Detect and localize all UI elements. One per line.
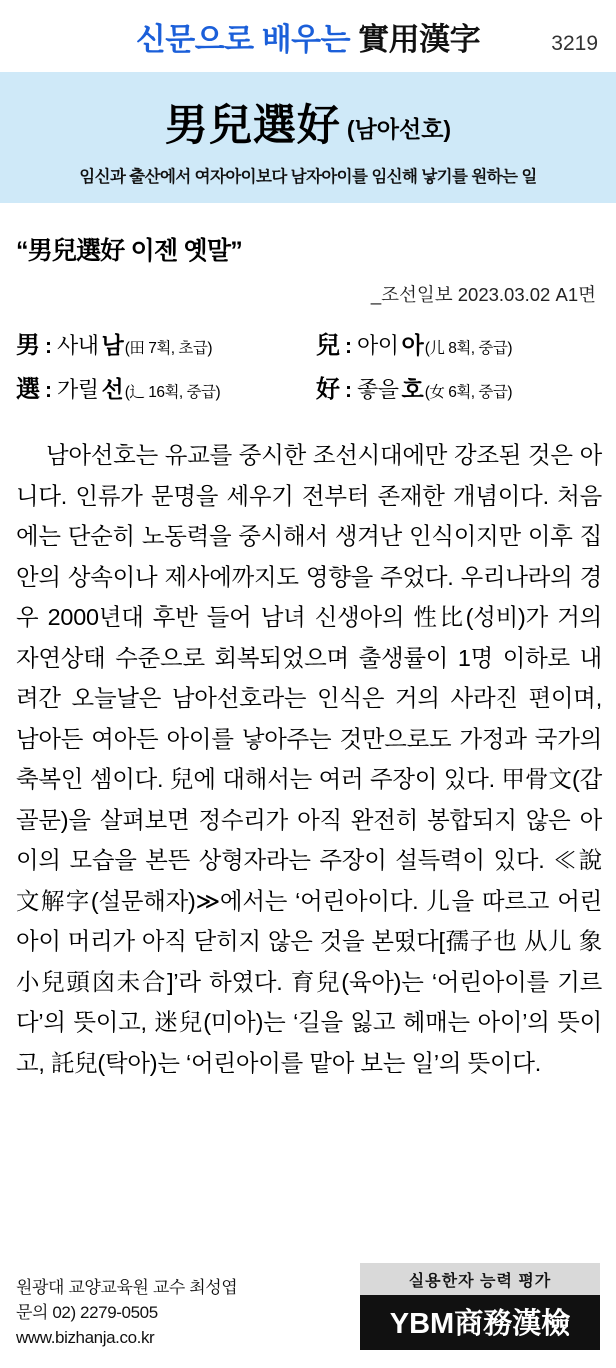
article-quote-block xyxy=(0,203,616,307)
footer-website[interactable]: www.bizhanja.co.kr xyxy=(16,1328,155,1347)
character-hanja: 好 xyxy=(316,376,340,403)
character-hanja: 兒 xyxy=(316,332,340,359)
logo-tagline: 실용한자 능력 평가 xyxy=(360,1263,600,1295)
character-sound: 호 xyxy=(401,376,424,402)
character-note: (女 6획, 중급) xyxy=(424,384,513,401)
headword-line xyxy=(0,92,616,153)
character-entry-nam xyxy=(16,325,316,360)
page-title-accent: 實用漢字 xyxy=(358,21,481,57)
headword-banner xyxy=(0,72,616,203)
ybm-logo xyxy=(360,1263,600,1350)
character-entry-seon xyxy=(16,369,316,404)
article-quote: “男兒選好 이젠 옛말” xyxy=(16,237,242,265)
character-entry-a xyxy=(316,325,512,360)
page-title xyxy=(136,14,480,59)
character-sound: 아 xyxy=(401,332,424,358)
footer-contact-block xyxy=(16,1275,237,1350)
headword-reading: (남아선호) xyxy=(346,116,452,142)
headword-hanja: 男兒選好 xyxy=(164,102,341,150)
logo-wordmark: YBM商務漢檢 xyxy=(360,1295,600,1350)
article-body-text: 남아선호는 유교를 중시한 조선시대에만 강조된 것은 아니다. 인류가 문명을 세우기 전부터 존재한 개념이다. 처음에는 단순히 노동력을 중시해서 생겨난 인식이지만 이후 집안의 상속이나 제사에까지도 영향을 주었다. 우리나라의 경우 2000년대 후반 들어 남녀 신생아의 性比(성비)가 거의 자연상태 수준으로 회복되었으며 출생률이 1명 이하로 내려간 오늘날은 남아선호라는 인식은 거의 사라진 편이며, 남아든 여아든 아이를 낳아주는 것만으로도 가정과 국가의 축복인 셈이다. 兒에 대해서는 여러 주장이 있다. 甲骨文(갑골문)을 살펴보면 정수리가 아직 완전히 봉합되지 않은 아이의 모습을 본뜬 상형자라는 주장이 설득력이 있다. ≪說文解字(설문해자)≫에서는 ‘어린아이다. 儿을 따르고 어린아이 머리가 아직 닫히지 않은 것을 본떴다[孺子也 从儿 象小兒頭囟未合]’라 하였다. 育兒(육아)는 ‘어린아이를 기르다’의 뜻이고, 迷兒(미아)는 ‘길을 잃고 헤매는 아이’의 뜻이고, 託兒(탁아)는 ‘어린아이를 맡아 보는 일’의 뜻이다. xyxy=(16,442,602,1076)
character-separator: : xyxy=(345,335,352,358)
page-title-lead: 신문으로 배우는 xyxy=(135,21,359,57)
character-meaning: 가릴 xyxy=(57,377,99,402)
character-sound: 선 xyxy=(101,376,124,402)
character-separator: : xyxy=(45,335,52,358)
character-meaning: 좋을 xyxy=(357,377,399,402)
character-separator: : xyxy=(345,379,352,402)
footer-byline: 원광대 교양교육원 교수 최성엽 xyxy=(16,1278,238,1297)
character-separator: : xyxy=(45,379,52,402)
footer-phone: 문의 02) 2279-0505 xyxy=(16,1303,158,1322)
article-body xyxy=(0,413,616,1083)
character-note: (田 7획, 초급) xyxy=(124,340,213,357)
page-footer xyxy=(0,1263,616,1368)
character-note: (儿 8획, 중급) xyxy=(424,340,513,357)
character-hanja: 男 xyxy=(16,332,40,359)
character-hanja: 選 xyxy=(16,376,40,403)
character-meaning: 사내 xyxy=(57,333,99,358)
page-header xyxy=(0,0,616,72)
character-entry-ho xyxy=(316,369,512,404)
character-row xyxy=(16,369,600,404)
character-meaning: 아이 xyxy=(357,333,399,358)
article-source: _조선일보 2023.03.02 A1면 xyxy=(370,284,596,305)
character-sound: 남 xyxy=(101,332,124,358)
page-number: 3219 xyxy=(551,32,598,55)
character-breakdown xyxy=(0,307,616,404)
character-note: (辶 16획, 중급) xyxy=(124,384,221,401)
headword-definition: 임신과 출산에서 여자아이보다 남자아이를 임신해 낳기를 원하는 일 xyxy=(79,168,537,186)
character-row xyxy=(16,325,600,360)
